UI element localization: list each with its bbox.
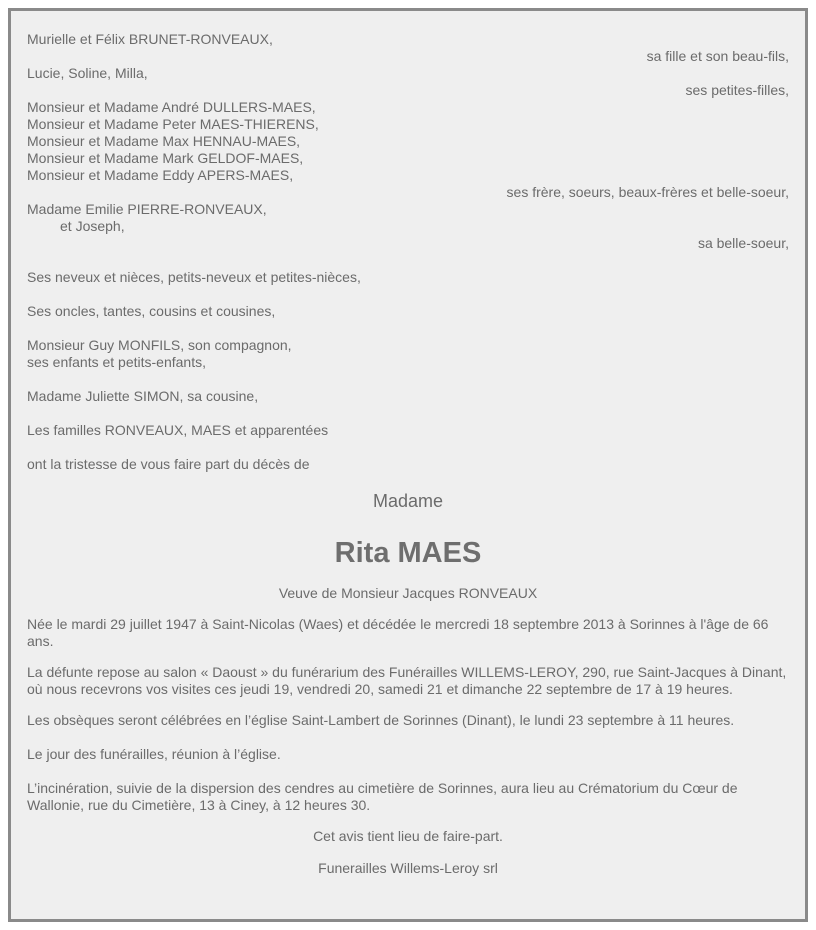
daughter-role: sa fille et son beau-fils, — [646, 48, 789, 64]
sibling-line: Monsieur et Madame Max HENNAU-MAES, — [27, 133, 301, 149]
obituary-content — [27, 31, 789, 877]
uncles-line: Ses oncles, tantes, cousins et cousines, — [27, 303, 276, 319]
cousin-line: Madame Juliette SIMON, sa cousine, — [27, 388, 259, 404]
granddaughters-role: ses petites-filles, — [685, 82, 789, 98]
cremation-paragraph: L’incinération, suivie de la dispersion des cendres au cimetière de Sorinnes, aura lieu au Crématorium du Cœur de Wallonie, rue du Cimetière, 13 à Ciney, à 12 heures 30. — [27, 780, 738, 813]
companion-children-line: ses enfants et petits-enfants, — [27, 354, 206, 370]
birth-paragraph: Née le mardi 29 juillet 1947 à Saint-Nicolas (Waes) et décédée le mercredi 18 septembre 2013 à Sorinnes à l'âge de 66 ans. — [27, 616, 769, 649]
sister-in-law-line: Madame Emilie PIERRE-RONVEAUX, — [27, 201, 267, 217]
sister-in-law-partner: et Joseph, — [60, 218, 125, 234]
sibling-line: Monsieur et Madame Peter MAES-THIERENS, — [27, 116, 319, 132]
notice-line: Cet avis tient lieu de faire-part. — [313, 828, 503, 844]
families-line: Les familles RONVEAUX, MAES et apparentées — [27, 422, 329, 438]
obituary-frame — [8, 8, 808, 922]
companion-line: Monsieur Guy MONFILS, son compagnon, — [27, 337, 292, 353]
nephews-line: Ses neveux et nièces, petits-neveux et petites-nièces, — [27, 269, 361, 285]
rest-paragraph: La défunte repose au salon « Daoust » du funérarium des Funérailles WILLEMS-LEROY, 290, rue Saint-Jacques à Dinant, où nous recevrons vos visites ces jeudi 19, vendredi 20, samedi 21 et dimanche 22 septembre de 17 à 19 heures. — [27, 664, 787, 697]
sibling-line: Monsieur et Madame Mark GELDOF-MAES, — [27, 150, 304, 166]
deceased-title: Madame — [372, 491, 444, 511]
announcement-line: ont la tristesse de vous faire part du décès de — [27, 456, 310, 472]
reunion-paragraph: Le jour des funérailles, réunion à l’église. — [27, 746, 281, 762]
company-line: Funerailles Willems-Leroy srl — [318, 860, 498, 876]
siblings-role: ses frère, soeurs, beaux-frères et belle-soeur, — [506, 184, 789, 200]
widow-line: Veuve de Monsieur Jacques RONVEAUX — [278, 585, 538, 601]
granddaughters-line: Lucie, Soline, Milla, — [27, 65, 148, 81]
sibling-line: Monsieur et Madame Eddy APERS-MAES, — [27, 167, 294, 183]
daughter-line: Murielle et Félix BRUNET-RONVEAUX, — [27, 31, 273, 47]
funeral-paragraph: Les obsèques seront célébrées en l’église Saint-Lambert de Sorinnes (Dinant), le lundi 23 septembre à 11 heures. — [27, 712, 735, 728]
sibling-line: Monsieur et Madame André DULLERS-MAES, — [27, 99, 316, 115]
sister-in-law-role: sa belle-soeur, — [697, 235, 789, 251]
deceased-name: Rita MAES — [334, 537, 482, 569]
